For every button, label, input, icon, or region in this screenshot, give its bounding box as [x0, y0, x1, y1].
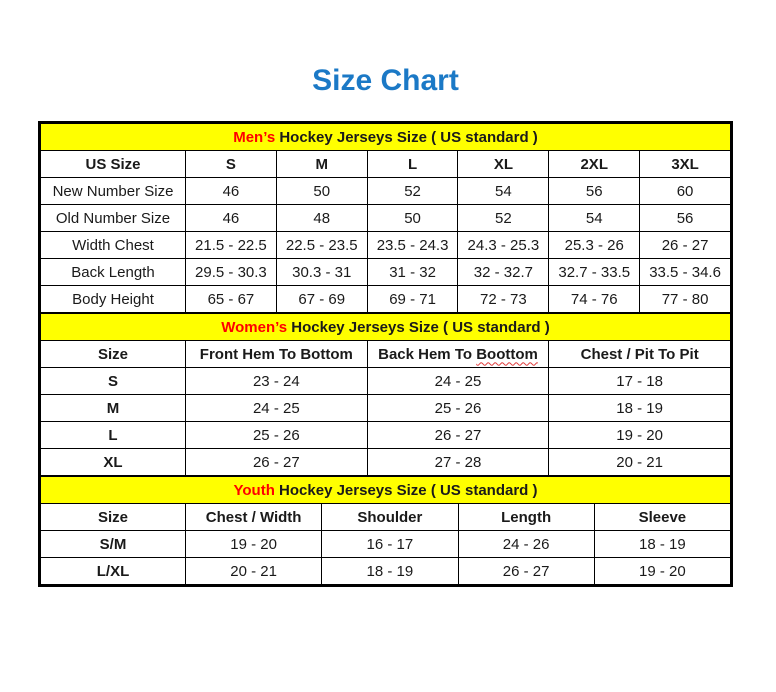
page-title: Size Chart: [312, 64, 459, 97]
cell-value: 22.5 - 23.5: [276, 232, 367, 259]
youth-banner: Youth Hockey Jerseys Size ( US standard ): [41, 477, 731, 504]
cell-value: 26 - 27: [458, 558, 594, 585]
cell-value: 69 - 71: [367, 286, 458, 313]
mens-banner-highlight: Men’s: [233, 128, 276, 146]
cell-value: 50: [367, 205, 458, 232]
womens-column-header: Chest / Pit To Pit: [549, 341, 731, 368]
cell-value: 17 - 18: [549, 368, 731, 395]
row-label: Old Number Size: [41, 205, 186, 232]
cell-value: 74 - 76: [549, 286, 640, 313]
womens-data-row: [41, 449, 731, 476]
mens-data-row: [41, 178, 731, 205]
mens-column-header: 3XL: [640, 151, 731, 178]
youth-tbody: [41, 477, 731, 585]
row-label: New Number Size: [41, 178, 186, 205]
row-label: L: [41, 422, 186, 449]
cell-value: 20 - 21: [186, 558, 322, 585]
row-label: M: [41, 395, 186, 422]
row-label: L/XL: [41, 558, 186, 585]
youth-banner-row: [41, 477, 731, 504]
cell-value: 54: [549, 205, 640, 232]
cell-value: 52: [458, 205, 549, 232]
cell-value: 24 - 25: [367, 368, 549, 395]
row-label: Body Height: [41, 286, 186, 313]
cell-value: 27 - 28: [367, 449, 549, 476]
mens-data-row: [41, 205, 731, 232]
cell-value: 21.5 - 22.5: [186, 232, 277, 259]
womens-banner: Women’s Hockey Jerseys Size ( US standard ): [41, 314, 731, 341]
cell-value: 46: [186, 205, 277, 232]
cell-value: 46: [186, 178, 277, 205]
cell-value: 67 - 69: [276, 286, 367, 313]
cell-value: 24 - 26: [458, 531, 594, 558]
womens-column-header: Size: [41, 341, 186, 368]
youth-banner-highlight: Youth: [233, 481, 275, 499]
mens-header-row: [41, 151, 731, 178]
mens-column-header: US Size: [41, 151, 186, 178]
cell-value: 24.3 - 25.3: [458, 232, 549, 259]
cell-value: 23 - 24: [186, 368, 368, 395]
mens-column-header: XL: [458, 151, 549, 178]
cell-value: 32.7 - 33.5: [549, 259, 640, 286]
cell-value: 50: [276, 178, 367, 205]
youth-size-table: [40, 476, 731, 585]
youth-column-header: Size: [41, 504, 186, 531]
cell-value: 60: [640, 178, 731, 205]
womens-banner-row: [41, 314, 731, 341]
cell-value: 56: [640, 205, 731, 232]
mens-data-row: [41, 232, 731, 259]
cell-value: 19 - 20: [186, 531, 322, 558]
cell-value: 25.3 - 26: [549, 232, 640, 259]
cell-value: 31 - 32: [367, 259, 458, 286]
mens-tbody: [41, 124, 731, 313]
cell-value: 54: [458, 178, 549, 205]
youth-column-header: Chest / Width: [186, 504, 322, 531]
cell-value: 16 - 17: [322, 531, 458, 558]
mens-column-header: L: [367, 151, 458, 178]
size-chart-tables: [38, 121, 733, 587]
cell-value: 25 - 26: [367, 395, 549, 422]
row-label: S/M: [41, 531, 186, 558]
row-label: Width Chest: [41, 232, 186, 259]
cell-value: 19 - 20: [549, 422, 731, 449]
mens-banner-row: [41, 124, 731, 151]
mens-column-header: M: [276, 151, 367, 178]
cell-value: 72 - 73: [458, 286, 549, 313]
womens-data-row: [41, 422, 731, 449]
cell-value: 52: [367, 178, 458, 205]
misspelled-word: Boottom: [476, 345, 538, 363]
cell-value: 26 - 27: [640, 232, 731, 259]
cell-value: 24 - 25: [186, 395, 368, 422]
row-label: Back Length: [41, 259, 186, 286]
row-label: S: [41, 368, 186, 395]
youth-header-row: [41, 504, 731, 531]
size-chart-content: [38, 0, 733, 587]
womens-size-table: [40, 313, 731, 476]
cell-value: 20 - 21: [549, 449, 731, 476]
youth-data-row: [41, 531, 731, 558]
row-label: XL: [41, 449, 186, 476]
cell-value: 56: [549, 178, 640, 205]
cell-value: 77 - 80: [640, 286, 731, 313]
mens-data-row: [41, 259, 731, 286]
mens-banner: Men’s Hockey Jerseys Size ( US standard ): [41, 124, 731, 151]
cell-value: 26 - 27: [367, 422, 549, 449]
cell-value: 25 - 26: [186, 422, 368, 449]
cell-value: 18 - 19: [549, 395, 731, 422]
cell-value: 48: [276, 205, 367, 232]
cell-value: 29.5 - 30.3: [186, 259, 277, 286]
womens-header-row: [41, 341, 731, 368]
cell-value: 18 - 19: [322, 558, 458, 585]
cell-value: 65 - 67: [186, 286, 277, 313]
cell-value: 18 - 19: [594, 531, 730, 558]
mens-column-header: 2XL: [549, 151, 640, 178]
womens-column-header: Back Hem To Boottom: [367, 341, 549, 368]
cell-value: 26 - 27: [186, 449, 368, 476]
womens-data-row: [41, 368, 731, 395]
womens-tbody: [41, 314, 731, 476]
cell-value: 30.3 - 31: [276, 259, 367, 286]
womens-column-header: Front Hem To Bottom: [186, 341, 368, 368]
mens-data-row: [41, 286, 731, 313]
cell-value: 33.5 - 34.6: [640, 259, 731, 286]
mens-column-header: S: [186, 151, 277, 178]
cell-value: 19 - 20: [594, 558, 730, 585]
womens-data-row: [41, 395, 731, 422]
youth-column-header: Length: [458, 504, 594, 531]
youth-column-header: Sleeve: [594, 504, 730, 531]
mens-size-table: [40, 123, 731, 313]
cell-value: 32 - 32.7: [458, 259, 549, 286]
womens-banner-highlight: Women’s: [221, 318, 288, 336]
cell-value: 23.5 - 24.3: [367, 232, 458, 259]
youth-column-header: Shoulder: [322, 504, 458, 531]
youth-data-row: [41, 558, 731, 585]
